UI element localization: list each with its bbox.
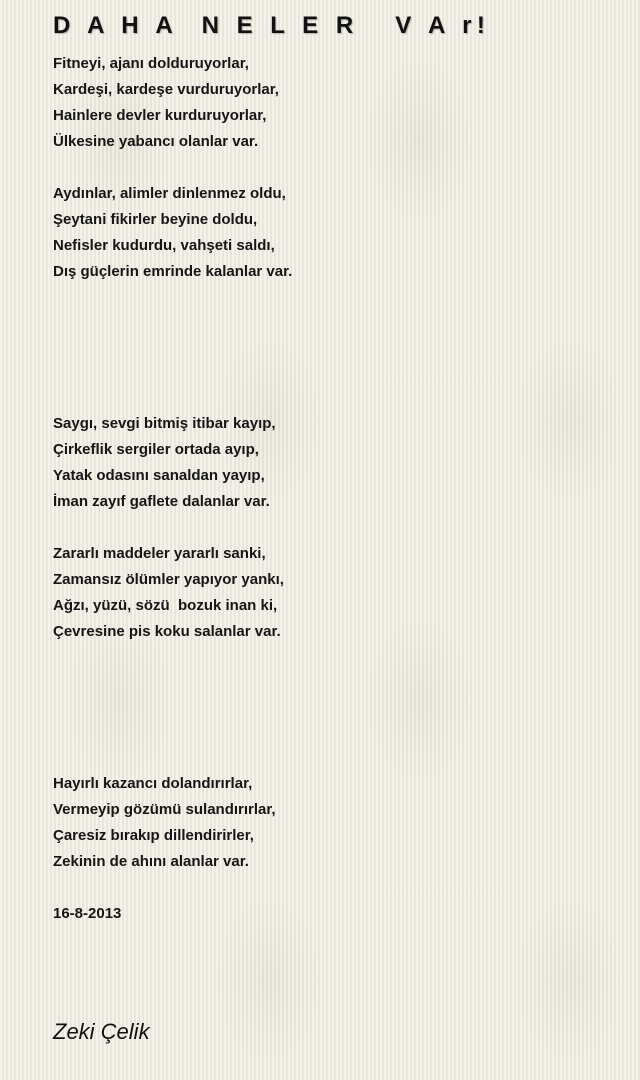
stanza-5	[53, 771, 276, 875]
poem-line: Dış güçlerin emrinde kalanlar var.	[53, 263, 293, 280]
poem-line: İman zayıf gaflete dalanlar var.	[53, 493, 270, 510]
poem-line: Fitneyi, ajanı dolduruyorlar,	[53, 55, 249, 72]
poem-line: Şeytani fikirler beyine doldu,	[53, 211, 258, 228]
poem-title: D A H A N E L E R V A r!	[53, 12, 491, 39]
poem-line: Nefisler kudurdu, vahşeti saldı,	[53, 237, 275, 254]
poem-date: 16-8-2013	[53, 905, 122, 922]
poem-line: Çirkeflik sergiler ortada ayıp,	[53, 441, 259, 458]
poem-line: Ülkesine yabancı olanlar var.	[53, 133, 259, 150]
poem-author: Zeki Çelik	[53, 1019, 150, 1044]
poem-line: Çevresine pis koku salanlar var.	[53, 623, 281, 640]
stanza-3	[53, 411, 276, 515]
poem-line: Zekinin de ahını alanlar var.	[53, 853, 249, 870]
poem-line: Hainlere devler kurduruyorlar,	[53, 107, 267, 124]
poem-line: Yatak odasını sanaldan yayıp,	[53, 467, 265, 484]
stanza-4	[53, 541, 284, 645]
poem-line: Ağzı, yüzü, sözü bozuk inan ki,	[53, 597, 278, 614]
stanza-2	[53, 181, 292, 285]
poem-line: Saygı, sevgi bitmiş itibar kayıp,	[53, 415, 276, 432]
poem-line: Hayırlı kazancı dolandırırlar,	[53, 775, 253, 792]
poem-line: Çaresiz bırakıp dillendirirler,	[53, 827, 254, 844]
poem-line: Vermeyip gözümü sulandırırlar,	[53, 801, 276, 818]
stanza-1	[53, 51, 279, 155]
poem-line: Aydınlar, alimler dinlenmez oldu,	[53, 185, 286, 202]
poem-line: Zamansız ölümler yapıyor yankı,	[53, 571, 284, 588]
poem-line: Kardeşi, kardeşe vurduruyorlar,	[53, 81, 279, 98]
poem-line: Zararlı maddeler yararlı sanki,	[53, 545, 266, 562]
